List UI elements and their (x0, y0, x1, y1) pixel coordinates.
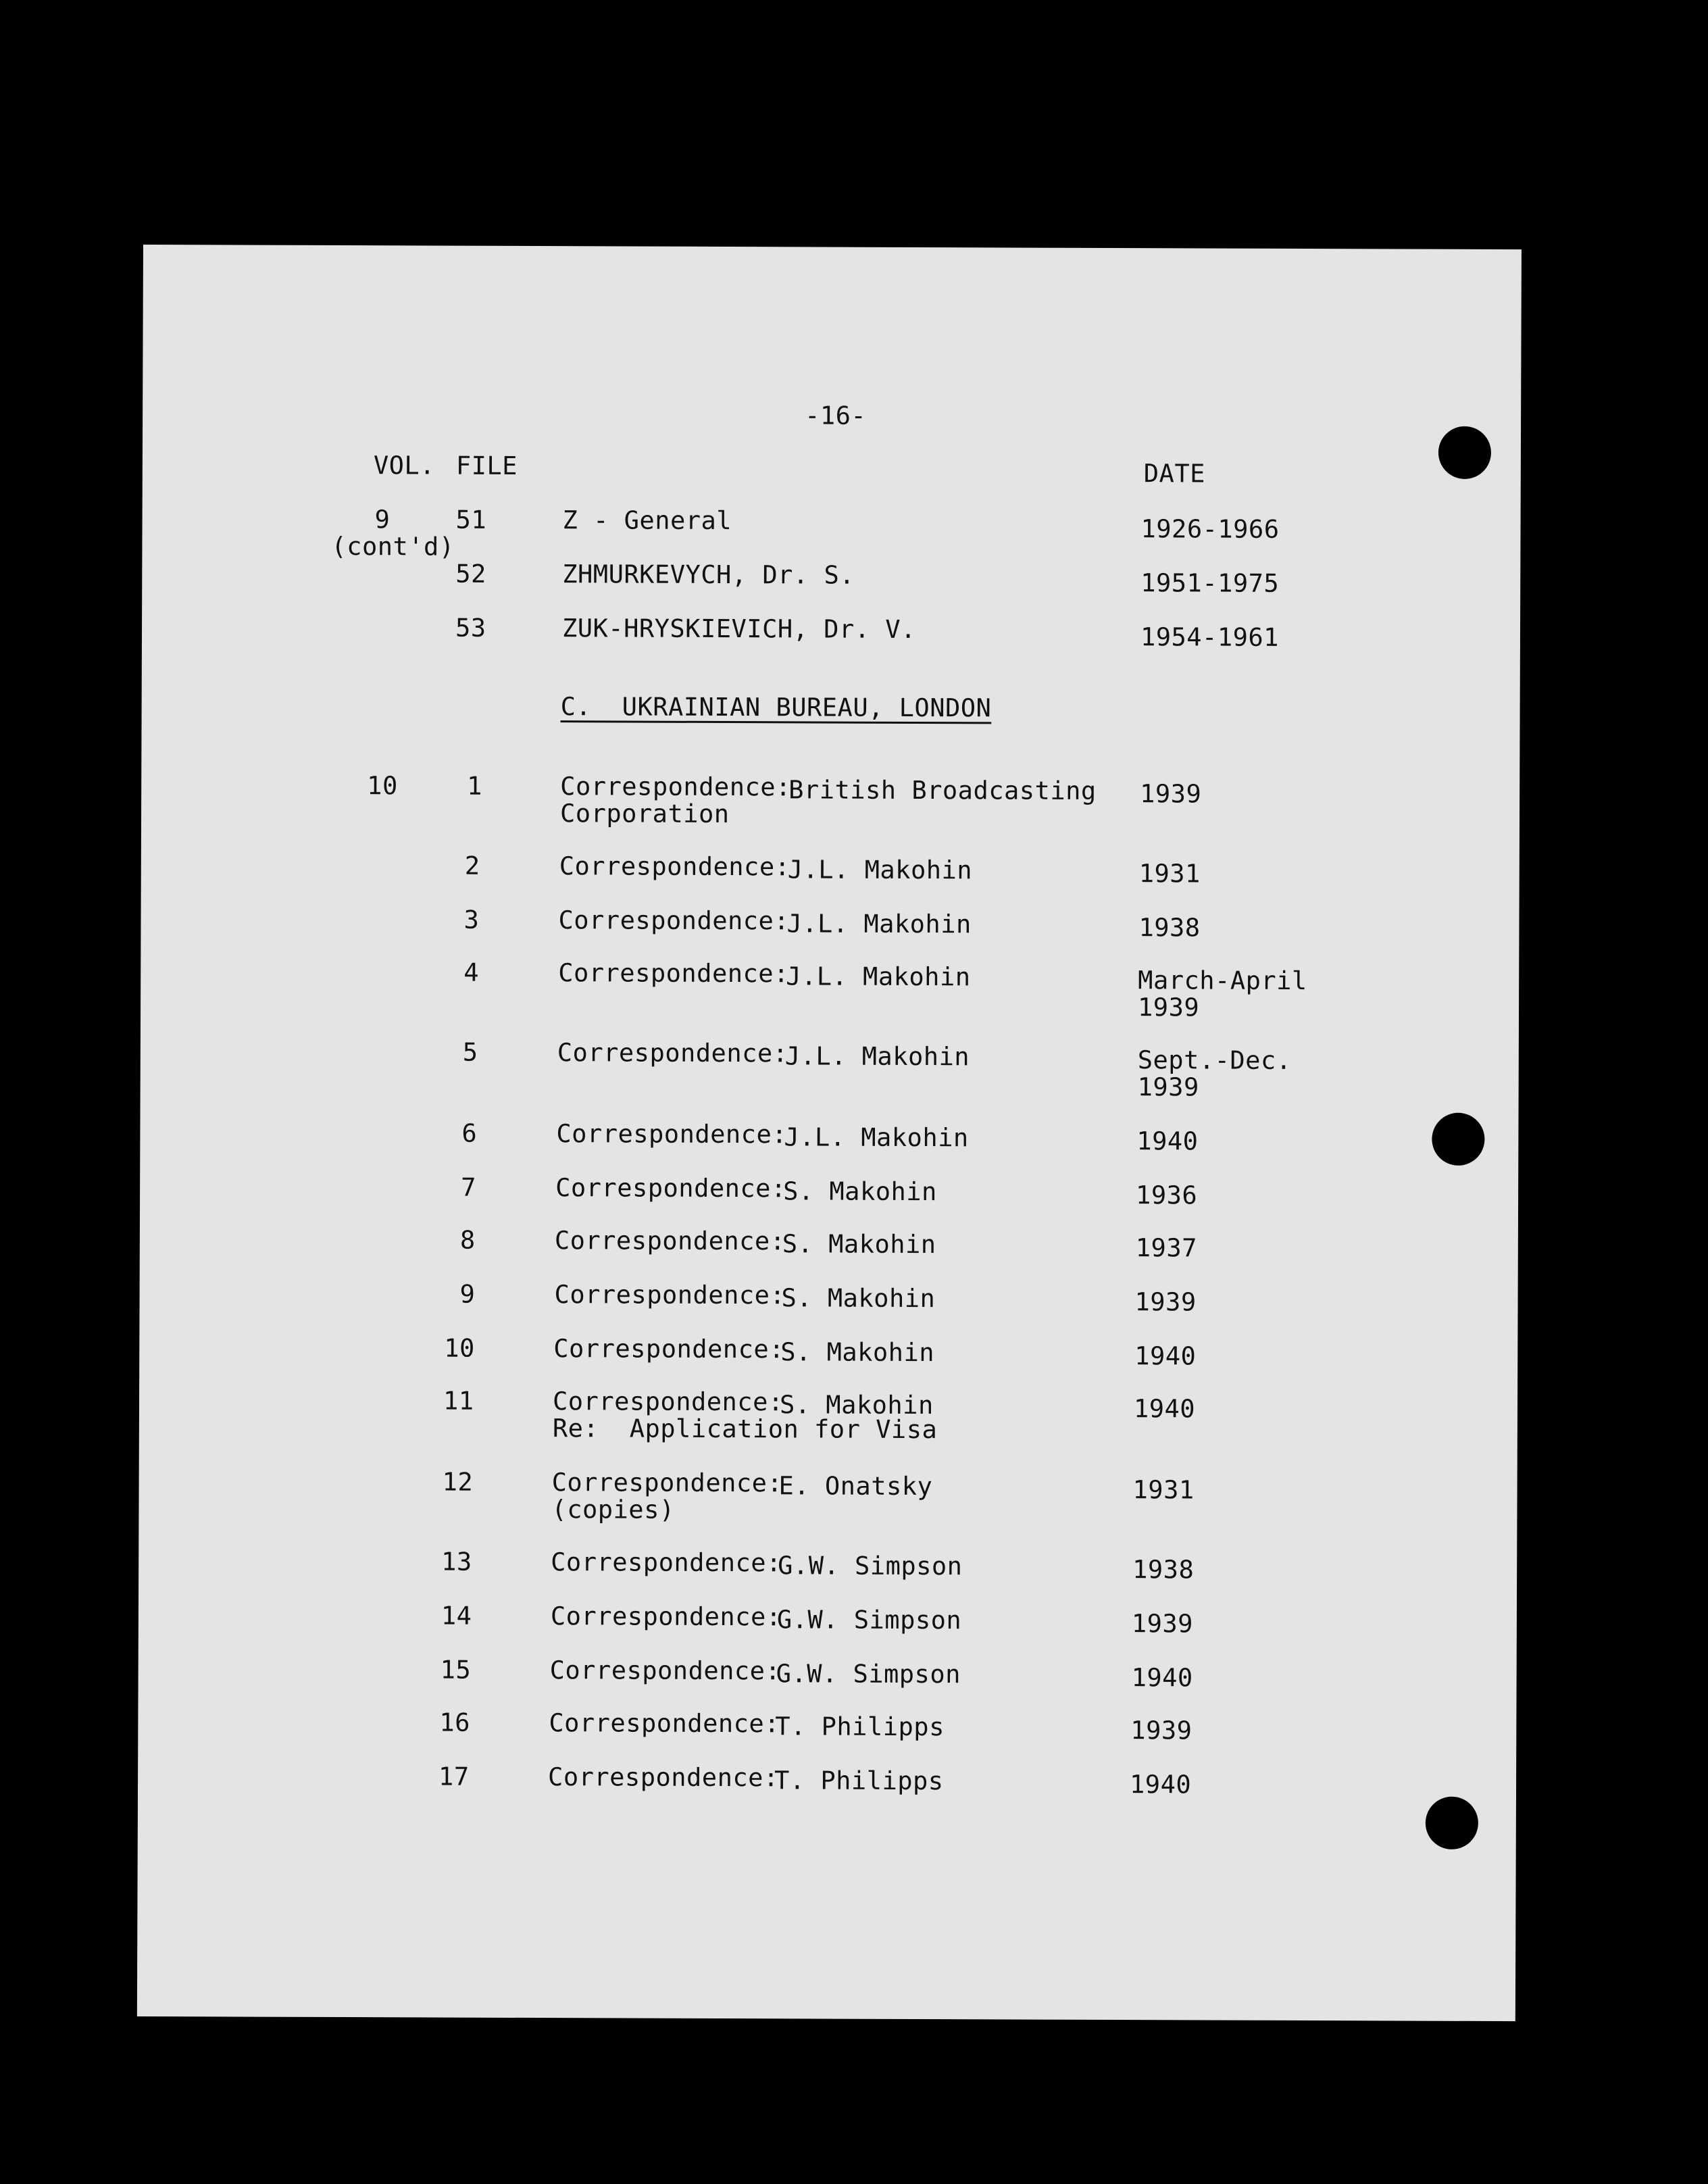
file-date: 1940 (1129, 1770, 1192, 1800)
file-number: 12 (442, 1467, 474, 1497)
file-number: 15 (440, 1655, 472, 1685)
file-title: Z - General (562, 505, 732, 536)
file-number: 2 (464, 851, 480, 880)
punch-hole-bottom (1426, 1797, 1478, 1850)
file-date-continued: 1939 (1137, 1072, 1199, 1102)
file-date: 1939 (1130, 1716, 1192, 1745)
punch-hole-top (1438, 426, 1491, 479)
file-number: 13 (441, 1547, 472, 1577)
file-date: 1938 (1132, 1555, 1195, 1585)
file-number: 6 (461, 1118, 478, 1148)
file-date: 1940 (1136, 1126, 1199, 1156)
file-date: 1926-1966 (1140, 514, 1280, 544)
file-number: 1 (467, 771, 483, 801)
page-number: -16- (805, 401, 867, 430)
correspondent-name: S. Makohin (782, 1229, 936, 1260)
correspondent-name: British Broadcasting (788, 775, 1097, 805)
file-title: Correspondence: (549, 1708, 780, 1739)
file-date: 1951-1975 (1140, 568, 1280, 598)
file-number: 11 (443, 1386, 474, 1416)
correspondent-name: G.W. Simpson (776, 1605, 962, 1635)
file-title: ZUK-HRYSKIEVICH, Dr. V. (561, 614, 916, 644)
punch-hole-middle (1432, 1113, 1484, 1166)
document-page (137, 245, 1522, 2021)
file-date: Sept.-Dec. (1137, 1045, 1292, 1075)
header-date: DATE (1143, 459, 1206, 489)
file-title: Correspondence: (558, 958, 789, 989)
file-title: Correspondence: (560, 772, 791, 802)
file-date: 1931 (1138, 859, 1201, 889)
vol-10-number: 10 (367, 771, 398, 801)
file-title-continued: (copies) (551, 1495, 675, 1524)
file-title: Correspondence: (554, 1280, 786, 1310)
file-number: 8 (459, 1225, 476, 1255)
correspondent-name: E. Onatsky (778, 1471, 933, 1502)
file-title: Correspondence: (551, 1468, 783, 1498)
correspondent-name: J.L. Makohin (784, 1122, 969, 1153)
correspondent-name: S. Makohin (781, 1283, 936, 1314)
file-number: 17 (438, 1762, 470, 1791)
vol-9-number: 9 (374, 505, 391, 535)
header-file: FILE (455, 451, 518, 480)
file-number: 7 (461, 1172, 476, 1202)
file-title: Correspondence: (550, 1602, 782, 1632)
file-title: Correspondence: (557, 1038, 788, 1068)
file-number: 14 (441, 1601, 472, 1631)
correspondent-name: S. Makohin (780, 1337, 935, 1368)
file-title: Correspondence: (555, 1173, 786, 1203)
file-number: 4 (463, 958, 480, 987)
correspondent-name: J.L. Makohin (786, 909, 972, 939)
correspondent-name: T. Philipps (775, 1712, 945, 1742)
file-date: 1940 (1131, 1663, 1193, 1693)
file-title: Correspondence: (558, 905, 790, 936)
file-number: 9 (459, 1279, 476, 1309)
correspondent-name: T. Philipps (774, 1766, 944, 1796)
file-title: Correspondence: (553, 1334, 785, 1364)
file-title: Correspondence: (551, 1547, 782, 1578)
file-title-continued: Re: Application for Visa (552, 1414, 938, 1445)
section-heading: C. UKRAINIAN BUREAU, LONDON (560, 692, 992, 723)
file-date: 1939 (1131, 1609, 1194, 1639)
file-title: Correspondence: (554, 1226, 786, 1256)
file-date: 1936 (1136, 1181, 1198, 1210)
file-title: Correspondence: (559, 851, 790, 882)
file-number: 53 (455, 613, 486, 643)
file-title: Correspondence: (552, 1387, 784, 1417)
file-date: March-April (1138, 966, 1307, 996)
file-number: 10 (444, 1333, 475, 1363)
file-number: 52 (455, 559, 486, 589)
file-number: 51 (455, 505, 487, 535)
correspondent-name: J.L. Makohin (787, 855, 973, 885)
file-number: 16 (439, 1708, 471, 1737)
correspondent-name: G.W. Simpson (778, 1551, 963, 1581)
file-date-continued: 1939 (1137, 993, 1200, 1022)
header-vol: VOL. (373, 451, 436, 480)
correspondent-name: G.W. Simpson (776, 1659, 961, 1689)
file-date: 1939 (1140, 779, 1202, 809)
file-date: 1940 (1134, 1341, 1197, 1371)
file-number: 5 (462, 1037, 478, 1067)
file-title: Correspondence: (548, 1762, 779, 1793)
file-title: Correspondence: (549, 1656, 781, 1686)
file-date: 1931 (1132, 1475, 1195, 1505)
correspondent-name: J.L. Makohin (786, 962, 971, 992)
correspondent-name: S. Makohin (779, 1390, 934, 1420)
file-date: 1940 (1133, 1394, 1196, 1424)
file-date: 1939 (1134, 1287, 1197, 1317)
file-date: 1938 (1138, 913, 1201, 943)
file-number: 3 (463, 905, 480, 935)
file-date: 1937 (1135, 1233, 1198, 1263)
file-title-continued: Corporation (559, 799, 730, 829)
file-title: Correspondence: (556, 1119, 788, 1149)
correspondent-name: J.L. Makohin (784, 1041, 970, 1072)
correspondent-name: S. Makohin (783, 1176, 937, 1207)
file-title: ZHMURKEVYCH, Dr. S. (562, 560, 855, 590)
file-date: 1954-1961 (1140, 622, 1280, 652)
vol-9-continued: (cont'd) (331, 531, 455, 562)
